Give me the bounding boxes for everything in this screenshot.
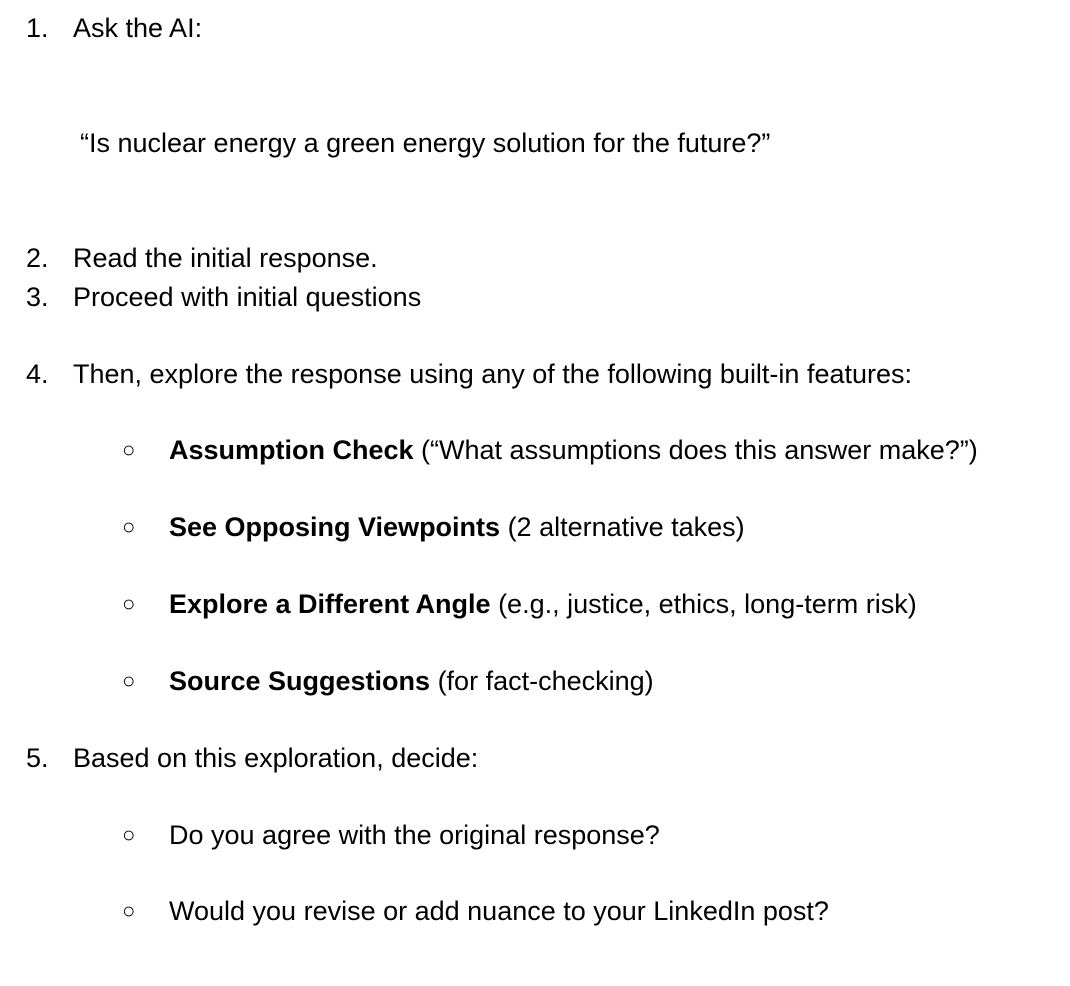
step-number: 4. [26, 359, 49, 389]
feature-detail: (2 alternative takes) [500, 512, 745, 542]
decision-text: Would you revise or add nuance to your LinkedIn post? [169, 896, 829, 926]
step-text: Then, explore the response using any of the following built-in features: [73, 359, 913, 389]
decision-text: Do you agree with the original response? [169, 820, 660, 850]
step-number: 3. [26, 282, 49, 312]
step-text: Ask the AI: [73, 13, 203, 43]
feature-title: Source Suggestions [169, 666, 431, 696]
feature-text [169, 587, 917, 621]
question-text: “Is nuclear energy a green energy solution for the future?” [80, 128, 771, 158]
circle-bullet-icon: ○ [122, 668, 136, 693]
step-text: Based on this exploration, decide: [73, 743, 479, 773]
step-number: 1. [26, 13, 49, 43]
step-text: Read the initial response. [73, 243, 378, 273]
feature-text [169, 433, 978, 467]
step-text: Proceed with initial questions [73, 282, 422, 312]
circle-bullet-icon: ○ [122, 514, 136, 539]
feature-title: Assumption Check [169, 435, 414, 465]
feature-title: Explore a Different Angle [169, 589, 491, 619]
feature-detail: (“What assumptions does this answer make?”) [413, 435, 978, 465]
circle-bullet-icon: ○ [122, 822, 136, 847]
feature-detail: (e.g., justice, ethics, long-term risk) [490, 589, 917, 619]
circle-bullet-icon: ○ [122, 591, 136, 616]
feature-text [169, 510, 745, 544]
feature-detail: (for fact-checking) [430, 666, 654, 696]
feature-text [169, 664, 654, 698]
step-number: 5. [26, 743, 49, 773]
circle-bullet-icon: ○ [122, 437, 136, 462]
circle-bullet-icon: ○ [122, 898, 136, 923]
feature-title: See Opposing Viewpoints [169, 512, 501, 542]
step-number: 2. [26, 243, 49, 273]
